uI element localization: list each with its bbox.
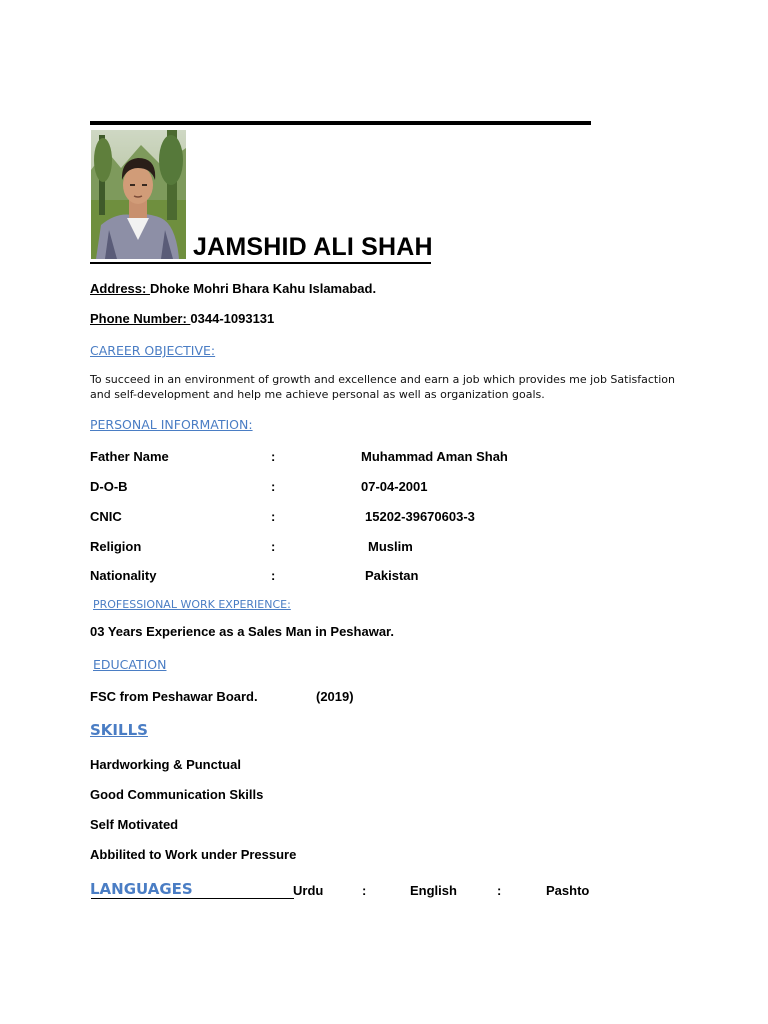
work-experience-text: 03 Years Experience as a Sales Man in Peshawar.	[90, 624, 395, 639]
address-value: Dhoke Mohri Bhara Kahu Islamabad.	[149, 281, 377, 296]
career-objective-text: To succeed in an environment of growth and excellence and earn a job which provides me job Satisfaction and self-development and help me achieve personal as well as organization goals.	[90, 373, 675, 401]
info-value: Muhammad Aman Shah	[361, 449, 508, 464]
language-item: English	[410, 883, 457, 898]
education-heading: EDUCATION	[93, 657, 167, 672]
skill-item: Self Motivated	[90, 817, 179, 832]
work-experience-heading: PROFESSIONAL WORK EXPERIENCE:	[93, 598, 291, 611]
languages-heading: LANGUAGES	[90, 880, 193, 898]
info-label: D-O-B	[90, 479, 128, 494]
info-colon: :	[271, 568, 276, 583]
phone-label: Phone Number:	[90, 311, 191, 326]
info-value: Muslim	[368, 539, 413, 554]
info-value: 07-04-2001	[361, 479, 428, 494]
phone-line	[90, 311, 274, 326]
personal-info-heading: PERSONAL INFORMATION:	[90, 417, 253, 432]
skills-heading: SKILLS	[90, 721, 148, 739]
education-degree: FSC from Peshawar Board.	[90, 689, 258, 704]
top-divider	[90, 121, 591, 125]
info-label: Nationality	[90, 568, 157, 583]
skill-item: Abbilited to Work under Pressure	[90, 847, 297, 862]
info-label: Father Name	[90, 449, 169, 464]
address-label: Address:	[90, 281, 150, 296]
skill-item: Good Communication Skills	[90, 787, 264, 802]
info-value: 15202-39670603-3	[365, 509, 475, 524]
info-colon: :	[271, 509, 276, 524]
language-item: Pashto	[546, 883, 590, 898]
language-separator: :	[497, 883, 502, 898]
career-objective-heading: CAREER OBJECTIVE:	[90, 343, 216, 358]
info-label: CNIC	[90, 509, 122, 524]
language-item: Urdu	[293, 883, 324, 898]
info-colon: :	[271, 539, 276, 554]
info-label: Religion	[90, 539, 142, 554]
info-value: Pakistan	[365, 568, 419, 583]
education-year: (2019)	[316, 689, 354, 704]
address-line	[90, 281, 376, 296]
info-colon: :	[271, 449, 276, 464]
info-colon: :	[271, 479, 276, 494]
skill-item: Hardworking & Punctual	[90, 757, 241, 772]
candidate-name: JAMSHID ALI SHAH	[193, 233, 433, 261]
languages-underline	[91, 898, 294, 899]
language-separator: :	[362, 883, 367, 898]
phone-value: 0344-1093131	[190, 311, 275, 326]
